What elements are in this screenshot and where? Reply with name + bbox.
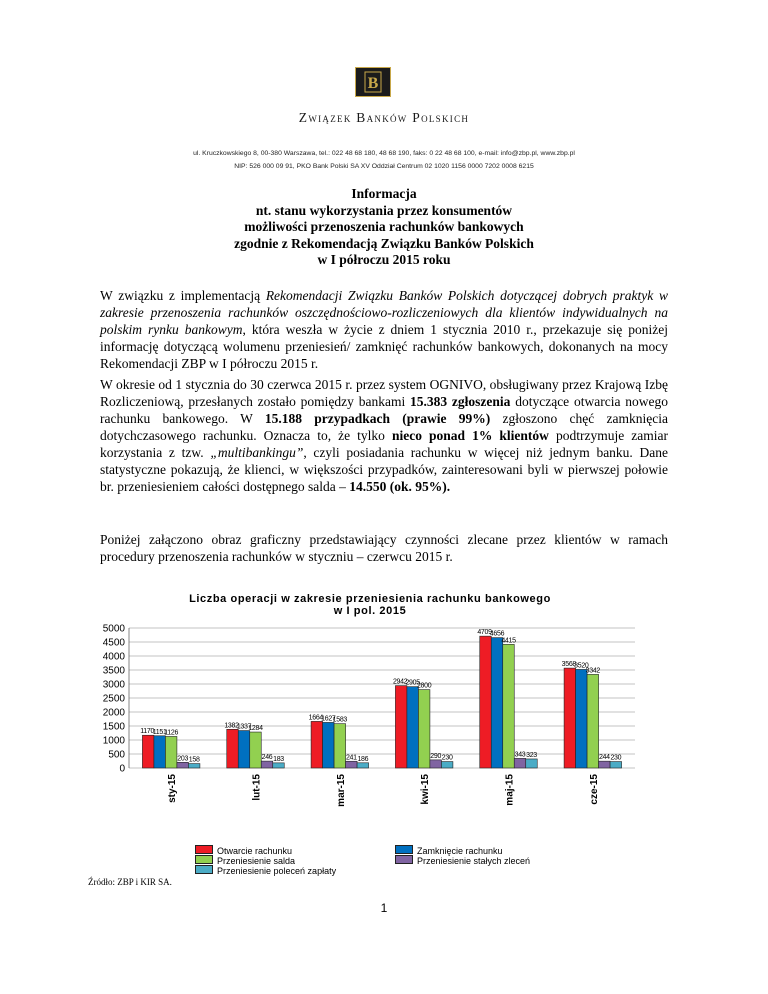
p2-bold-1: 15.383 zgłoszenia bbox=[410, 394, 511, 409]
bar-data-label: 3520 bbox=[574, 662, 589, 670]
document-title bbox=[0, 186, 768, 269]
p1-italic-recommendation: Rekomendacji Związku Banków Polskich dotyczącej dobrych praktyk w zakresie przenoszenia rachunków oszczędnościowo-rozliczeniowych dla klientów indywidualnych na polskim rynku bankowym bbox=[100, 288, 668, 337]
paragraph-intro bbox=[100, 287, 668, 372]
title-line-2: nt. stanu wykorzystania przez konsumentów bbox=[255, 202, 513, 218]
source-note: Źródło: ZBP i KIR SA. bbox=[88, 877, 172, 887]
y-tick-label: 3000 bbox=[102, 679, 125, 691]
y-tick-label: 500 bbox=[108, 749, 125, 761]
legend-label: Zamknięcie rachunku bbox=[417, 846, 503, 856]
legend-label: Otwarcie rachunku bbox=[217, 846, 293, 856]
bar bbox=[188, 764, 200, 768]
y-tick-label: 5000 bbox=[102, 623, 125, 635]
bar-data-label: 1284 bbox=[248, 725, 263, 733]
bar-data-label: 290 bbox=[430, 752, 442, 760]
bar bbox=[177, 762, 189, 768]
bar-data-label: 4415 bbox=[501, 637, 516, 645]
p2-bold-2: 15.188 przypadkach (prawie 99%) bbox=[264, 411, 491, 426]
bar bbox=[503, 644, 515, 768]
p2-text-3: zgłoszono chęć zamknięcia dotychczasowego rachunku. Oznacza to, że tylko bbox=[100, 411, 668, 443]
p1-text-1: W związku z implementacją bbox=[100, 288, 266, 303]
bar bbox=[526, 759, 538, 768]
paragraph-statistics bbox=[100, 376, 668, 495]
bar bbox=[273, 763, 285, 768]
p2-text-5: , czyli posiadania rachunku w więcej niż jednym banku. Dane statystyczne pokazują, że klienci, w większości przypadków, zainteresowani byli w pierwszej połowie br. przeniesieniem całości dostępnego salda – bbox=[100, 445, 668, 494]
bar-data-label: 4656 bbox=[489, 630, 505, 638]
bar bbox=[311, 721, 323, 768]
bar-data-label: 203 bbox=[177, 755, 189, 763]
bar-data-label: 183 bbox=[273, 755, 284, 763]
bar-data-label: 3342 bbox=[585, 667, 601, 675]
bar bbox=[480, 636, 492, 768]
p2-bold-3: nieco ponad 1% klientów bbox=[391, 428, 549, 443]
y-tick-label: 3500 bbox=[102, 665, 125, 677]
bar bbox=[334, 724, 346, 768]
bar bbox=[250, 732, 262, 768]
y-tick-label: 4500 bbox=[102, 637, 125, 649]
bar-data-label: 1126 bbox=[164, 729, 179, 737]
bar-data-label: 230 bbox=[610, 754, 622, 762]
p2-bold-4: 14.550 (ok. 95%). bbox=[349, 479, 451, 494]
address-line-2: NIP: 526 000 09 91, PKO Bank Polski SA XV Oddział Centrum 02 1020 1156 0000 7202 0008 6215 bbox=[234, 163, 534, 170]
bar-data-label: 158 bbox=[188, 756, 200, 764]
bar bbox=[576, 669, 588, 768]
p2-text-4: podtrzymuje zamiar korzystania z tzw. bbox=[100, 428, 668, 460]
x-tick-label: sty-15 bbox=[167, 774, 179, 803]
bar-data-label: 4709 bbox=[477, 629, 492, 637]
bar bbox=[599, 761, 611, 768]
bar bbox=[227, 729, 239, 768]
chart-title-line-1: Liczba operacji w zakresie przeniesienia rachunku bankowego bbox=[189, 593, 551, 605]
bar bbox=[238, 731, 250, 768]
bar bbox=[142, 735, 154, 768]
bar-data-label: 230 bbox=[441, 754, 453, 762]
legend-label: Przeniesienie poleceń zapłaty bbox=[217, 866, 337, 876]
bar bbox=[587, 674, 599, 768]
y-tick-label: 2000 bbox=[102, 707, 125, 719]
legend-swatch bbox=[195, 865, 213, 874]
legend-label: Przeniesienie salda bbox=[217, 856, 296, 866]
bar-data-label: 1337 bbox=[236, 723, 252, 731]
logo-letter: B bbox=[367, 75, 379, 92]
bar-data-label: 1382 bbox=[224, 722, 239, 730]
bar-data-label: 186 bbox=[357, 755, 369, 763]
logo-emblem-icon bbox=[356, 68, 390, 96]
title-line-5: w I półroczu 2015 roku bbox=[317, 252, 451, 267]
zbp-logo bbox=[355, 67, 391, 97]
title-line-1: Informacja bbox=[351, 186, 417, 201]
x-tick-label: lut-15 bbox=[251, 774, 263, 801]
bar bbox=[610, 762, 622, 768]
bar bbox=[154, 736, 166, 768]
bar-data-label: 2905 bbox=[405, 679, 420, 687]
legend-swatch bbox=[395, 855, 413, 864]
bar-data-label: 2800 bbox=[416, 682, 432, 690]
x-tick-label: maj-15 bbox=[504, 774, 516, 806]
bar bbox=[441, 762, 453, 768]
legend-item bbox=[195, 865, 336, 876]
bar bbox=[418, 690, 430, 768]
bar bbox=[491, 638, 503, 768]
bar-data-label: 1627 bbox=[321, 715, 336, 723]
x-tick-label: kwi-15 bbox=[420, 774, 432, 805]
y-tick-label: 1500 bbox=[102, 721, 125, 733]
address-line-1: ul. Kruczkowskiego 8, 00-380 Warszawa, tel.: 022 48 68 180, 48 68 190, faks: 0 22 48 68 100, e-mail: info@zbp.pl, www.zbp.pl bbox=[193, 150, 575, 157]
title-line-3: możliwości przenoszenia rachunków bankowych bbox=[244, 219, 524, 234]
bar-data-label: 1170 bbox=[140, 728, 155, 736]
bar bbox=[357, 763, 369, 768]
bar-data-label: 3568 bbox=[561, 661, 577, 669]
legend-swatch bbox=[195, 845, 213, 854]
legend-swatch bbox=[395, 845, 413, 854]
paragraph-chart-intro: Poniżej załączono obraz graficzny przedstawiający czynności zlecane przez klientów w ramach procedury przenoszenia rachunków w styczniu – czerwcu 2015 r. bbox=[100, 532, 668, 564]
x-tick-label: cze-15 bbox=[588, 774, 600, 805]
operations-bar-chart bbox=[100, 585, 640, 843]
bar bbox=[564, 668, 576, 768]
p1-text-2: , która weszła w życie z dniem 1 stycznia 2010 r., przekazuje się poniżej informację dotyczącą wolumenu przeniesień/ zamknięć rachunków bankowych, dokonanych na mocy Rekomendacji ZBP w I półroczu 2015 r. bbox=[100, 322, 668, 371]
bar-data-label: 343 bbox=[514, 751, 526, 759]
p2-text-2: dotyczące otwarcia nowego rachunku bankowego. W bbox=[100, 394, 668, 426]
page-number: 1 bbox=[380, 901, 388, 915]
p2-italic-multibanking: „multibankingu” bbox=[210, 445, 304, 460]
bar-data-label: 1583 bbox=[332, 716, 348, 724]
y-tick-label: 4000 bbox=[102, 651, 125, 663]
bar-data-label: 1151 bbox=[152, 728, 167, 736]
bar-data-label: 2942 bbox=[392, 678, 408, 686]
bar-data-label: 241 bbox=[345, 754, 357, 762]
p2-text-1: W okresie od 1 stycznia do 30 czerwca 2015 r. przez system OGNIVO, obsługiwany przez Krajową Izbę Rozliczeniową, przesłanych zostało pomiędzy bankami bbox=[100, 377, 668, 409]
organization-name: Związek Banków Polskich bbox=[298, 110, 470, 125]
bar bbox=[430, 760, 442, 768]
legend-item bbox=[395, 855, 530, 866]
bar bbox=[514, 758, 526, 768]
y-tick-label: 2500 bbox=[102, 693, 125, 705]
legend-swatch bbox=[195, 855, 213, 864]
bar bbox=[323, 722, 335, 768]
title-line-4: zgodnie z Rekomendacją Związku Banków Polskich bbox=[234, 235, 534, 251]
y-tick-label: 1000 bbox=[102, 735, 125, 747]
bar bbox=[261, 761, 273, 768]
bar bbox=[395, 686, 407, 768]
bar-data-label: 1664 bbox=[308, 714, 324, 722]
bar-data-label: 244 bbox=[598, 754, 610, 762]
legend-label: Przeniesienie stałych zleceń bbox=[417, 856, 531, 866]
bar-data-label: 323 bbox=[526, 751, 537, 759]
bar bbox=[346, 761, 358, 768]
chart-title-line-2: w I pol. 2015 bbox=[333, 605, 407, 617]
x-tick-label: mar-15 bbox=[335, 774, 347, 807]
y-tick-label: 0 bbox=[119, 763, 125, 775]
bar bbox=[165, 736, 177, 768]
bar bbox=[407, 687, 419, 768]
bar-data-label: 246 bbox=[261, 754, 273, 762]
